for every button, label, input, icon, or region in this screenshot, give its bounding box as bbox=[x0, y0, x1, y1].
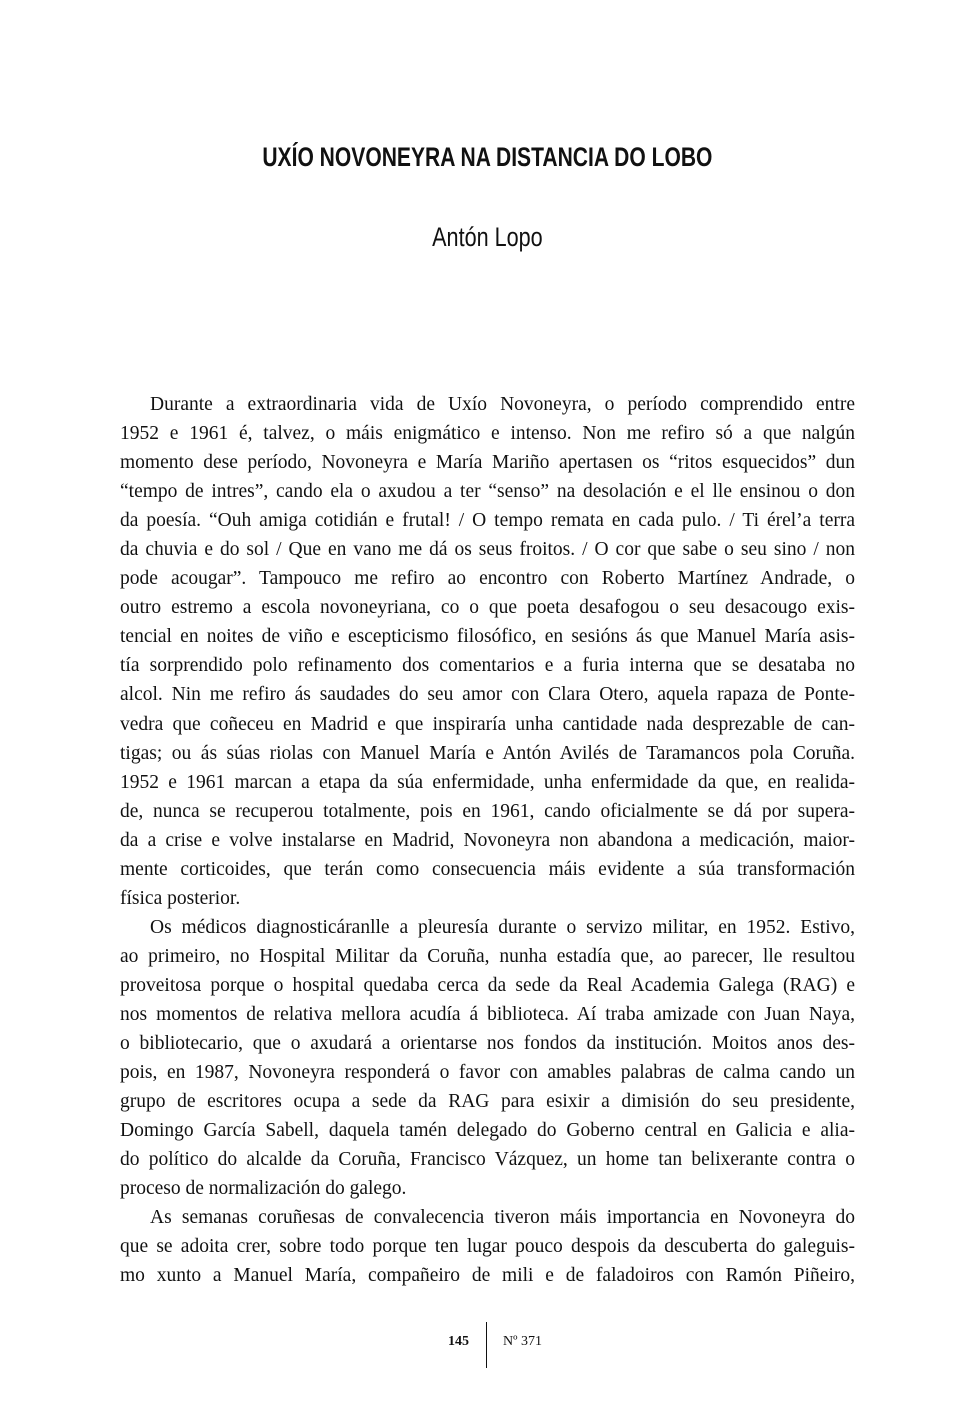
text-line: que se adoita crer, sobre todo porque ten lugar pouco despois da descuberta do galeguis- bbox=[120, 1236, 855, 1258]
text-line: de, nunca se recuperou totalmente, pois en 1961, cando oficialmente se dá por supera- bbox=[120, 800, 855, 822]
text-line: ao primeiro, no Hospital Militar da Coruña, nunha estadía que, ao parecer, lle resultou bbox=[120, 945, 855, 967]
text-line: da a crise e volve instalarse en Madrid, Novoneyra non abandona a medicación, maior- bbox=[120, 829, 855, 851]
text-line: Os médicos diagnosticáranlle a pleuresía durante o servizo militar, en 1952. Estivo, bbox=[150, 916, 855, 938]
text-line: o bibliotecario, que o axudará a orientarse nos fondos da institución. Moitos anos des- bbox=[120, 1033, 855, 1055]
text-line: física posterior. bbox=[120, 887, 241, 909]
text-line: do político do alcalde da Coruña, Francisco Vázquez, un home tan belixerante contra o bbox=[120, 1149, 855, 1171]
text-line: mente corticoides, que terán como consecuencia máis evidente a súa transformación bbox=[120, 858, 855, 880]
text-line: da chuvia e do sol / Que en vano me dá os seus froitos. / O cor que sabe o seu sino / non bbox=[120, 539, 855, 561]
text-line: vedra que coñeceu en Madrid e que inspiraría unha cantidade nada desprezable de can- bbox=[120, 713, 855, 735]
text-line: proveitosa porque o hospital quedaba cerca da sede da Real Academia Galega (RAG) e bbox=[120, 974, 855, 996]
text-line: outro estremo a escola novoneyriana, co o que poeta desafogou o seu desacougo exis- bbox=[120, 597, 855, 619]
text-line: alcol. Nin me refiro ás saudades do seu amor con Clara Otero, aquela rapaza de Ponte- bbox=[120, 684, 855, 706]
footer-divider bbox=[486, 1322, 487, 1368]
article-body bbox=[120, 390, 855, 1290]
text-line: tencial en noites de viño e escepticismo filosófico, en sesións ás que Manuel María asis- bbox=[120, 626, 855, 648]
text-line: mo xunto a Manuel María, compañeiro de mili e de faladoiros con Ramón Piñeiro, bbox=[120, 1265, 855, 1287]
text-line: grupo de escritores ocupa a sede da RAG para esixir a dimisión do seu presidente, bbox=[120, 1091, 855, 1113]
text-line: tía sorprendido polo refinamento dos comentarios e a furia interna que se desataba no bbox=[120, 655, 855, 677]
text-line: Domingo García Sabell, daquela tamén delegado do Goberno central en Galicia e alia- bbox=[120, 1120, 855, 1142]
text-line: momento dese período, Novoneyra e María Mariño apertasen os “ritos esquecidos” dun bbox=[120, 452, 855, 474]
text-line: pode acougar”. Tampouco me refiro ao encontro con Roberto Martínez Andrade, o bbox=[120, 568, 855, 590]
text-line: nos momentos de relativa mellora acudía á biblioteca. Aí traba amizade con Juan Naya, bbox=[120, 1003, 855, 1025]
text-line: 1952 e 1961 é, talvez, o máis enigmático e intenso. Non me refiro só a que nalgún bbox=[120, 423, 855, 445]
text-line: As semanas coruñesas de convalecencia tiveron máis importancia en Novoneyra do bbox=[150, 1207, 855, 1229]
issue-number: Nº 371 bbox=[503, 1334, 542, 1349]
text-line: tigas; ou ás súas riolas con Manuel María e Antón Avilés de Taramancos pola Coruña. bbox=[120, 742, 855, 764]
text-line: pois, en 1987, Novoneyra responderá o favor con amables palabras de calma cando un bbox=[120, 1062, 855, 1084]
text-line: “tempo de intres”, cando ela o axudou a ter “senso” na desolación e el lle ensinou o don bbox=[120, 481, 855, 503]
text-line: 1952 e 1961 marcan a etapa da súa enfermidade, unha enfermidade da que, en realida- bbox=[120, 771, 855, 793]
text-line: proceso de normalización do galego. bbox=[120, 1178, 407, 1200]
page-footer bbox=[0, 1322, 975, 1368]
article-title: UXÍO NOVONEYRA NA DISTANCIA DO LOBO bbox=[262, 142, 713, 172]
article-author: Antón Lopo bbox=[432, 222, 543, 252]
text-line: Durante a extraordinaria vida de Uxío Novoneyra, o período comprendido entre bbox=[150, 394, 855, 415]
text-line: da poesía. “Ouh amiga cotidián e frutal! / O tempo remata en cada pulo. / Ti érel’a terra bbox=[120, 510, 855, 532]
page-number: 145 bbox=[448, 1334, 469, 1349]
